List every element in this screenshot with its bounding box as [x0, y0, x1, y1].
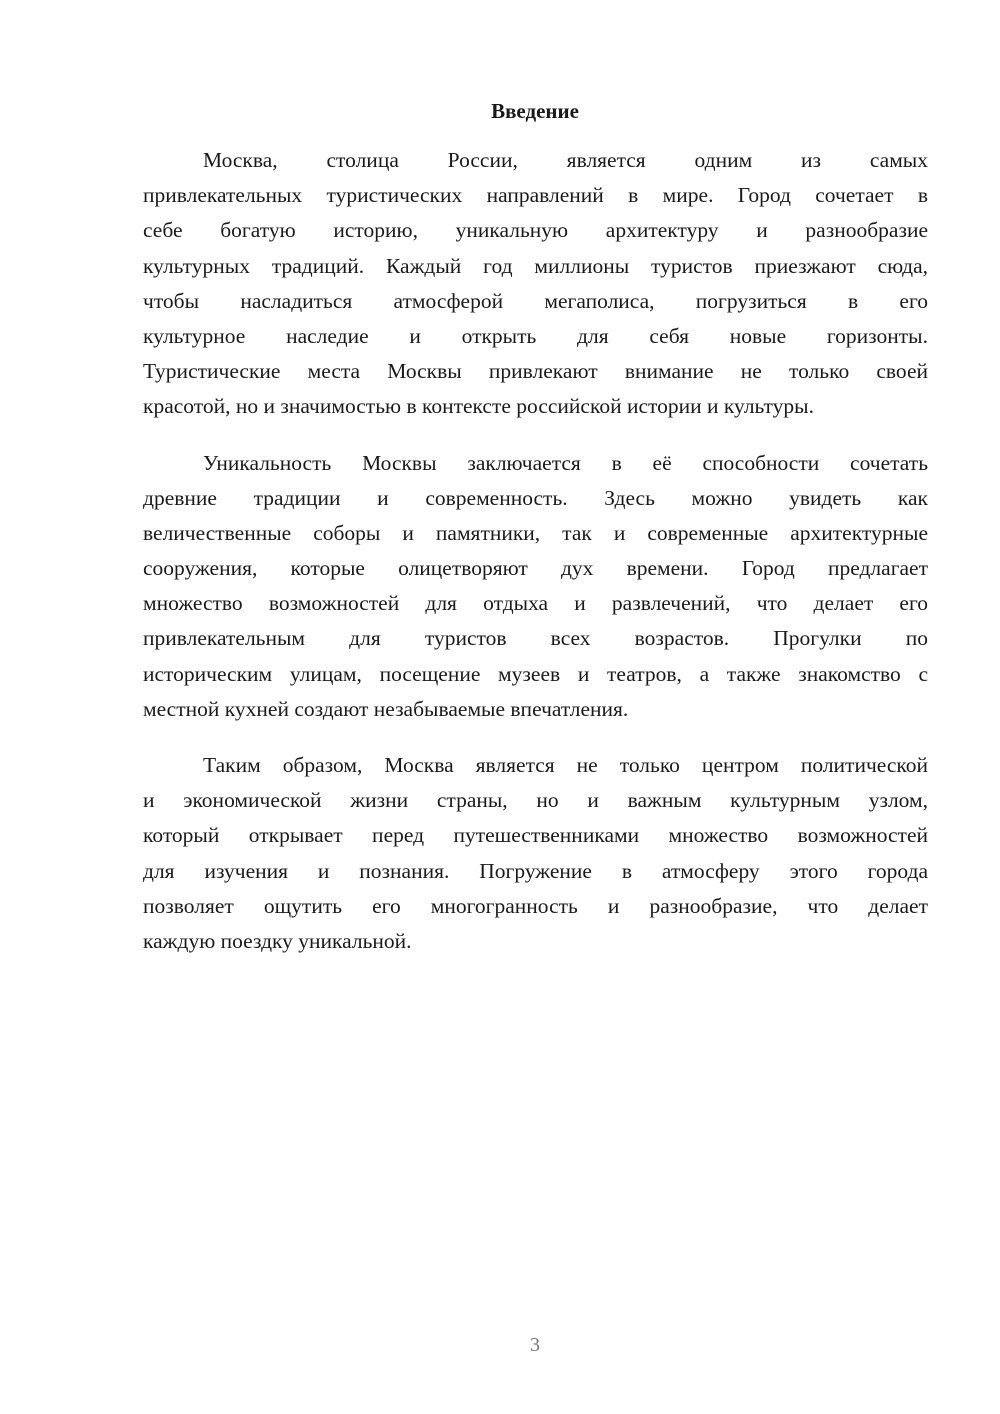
document-body — [143, 143, 928, 980]
page-number: 3 — [530, 1334, 540, 1356]
text-line: местной кухней создают незабываемые впечатления. — [143, 696, 629, 721]
text-line: который открывает перед путешественниками множество возможностей — [143, 823, 928, 848]
text-line: Уникальность Москвы заключается в её способности сочетать — [203, 450, 928, 475]
paragraph — [143, 446, 928, 728]
text-line: множество возможностей для отдыха и развлечений, что делает его — [143, 591, 928, 616]
text-line: чтобы насладиться атмосферой мегаполиса, погрузиться в его — [143, 288, 928, 313]
section-title: Введение — [491, 99, 579, 123]
text-line: привлекательным для туристов всех возрастов. Прогулки по — [143, 626, 928, 651]
text-line: каждую поездку уникальной. — [143, 928, 412, 953]
text-line: привлекательных туристических направлений в мире. Город сочетает в — [143, 183, 928, 208]
text-line: сооружения, которые олицетворяют дух времени. Город предлагает — [143, 556, 928, 581]
text-line: красотой, но и значимостью в контексте российской истории и культуры. — [143, 394, 814, 419]
paragraph — [143, 748, 928, 959]
text-line: историческим улицам, посещение музеев и театров, а также знакомство с — [143, 661, 928, 686]
text-line: себе богатую историю, уникальную архитектуру и разнообразие — [143, 218, 928, 243]
text-line: и экономической жизни страны, но и важным культурным узлом, — [143, 788, 928, 813]
text-line: культурных традиций. Каждый год миллионы туристов приезжают сюда, — [143, 253, 928, 278]
text-line: Туристические места Москвы привлекают внимание не только своей — [143, 359, 928, 384]
paragraph — [143, 143, 928, 425]
text-line: Таким образом, Москва является не только центром политической — [203, 753, 928, 777]
text-line: позволяет ощутить его многогранность и разнообразие, что делает — [143, 893, 928, 918]
text-line: величественные соборы и памятники, так и современные архитектурные — [143, 520, 928, 545]
text-line: Москва, столица России, является одним из самых — [203, 148, 928, 172]
text-line: древние традиции и современность. Здесь можно увидеть как — [143, 485, 928, 510]
text-line: культурное наследие и открыть для себя новые горизонты. — [143, 323, 928, 348]
text-line: для изучения и познания. Погружение в атмосферу этого города — [143, 858, 928, 883]
